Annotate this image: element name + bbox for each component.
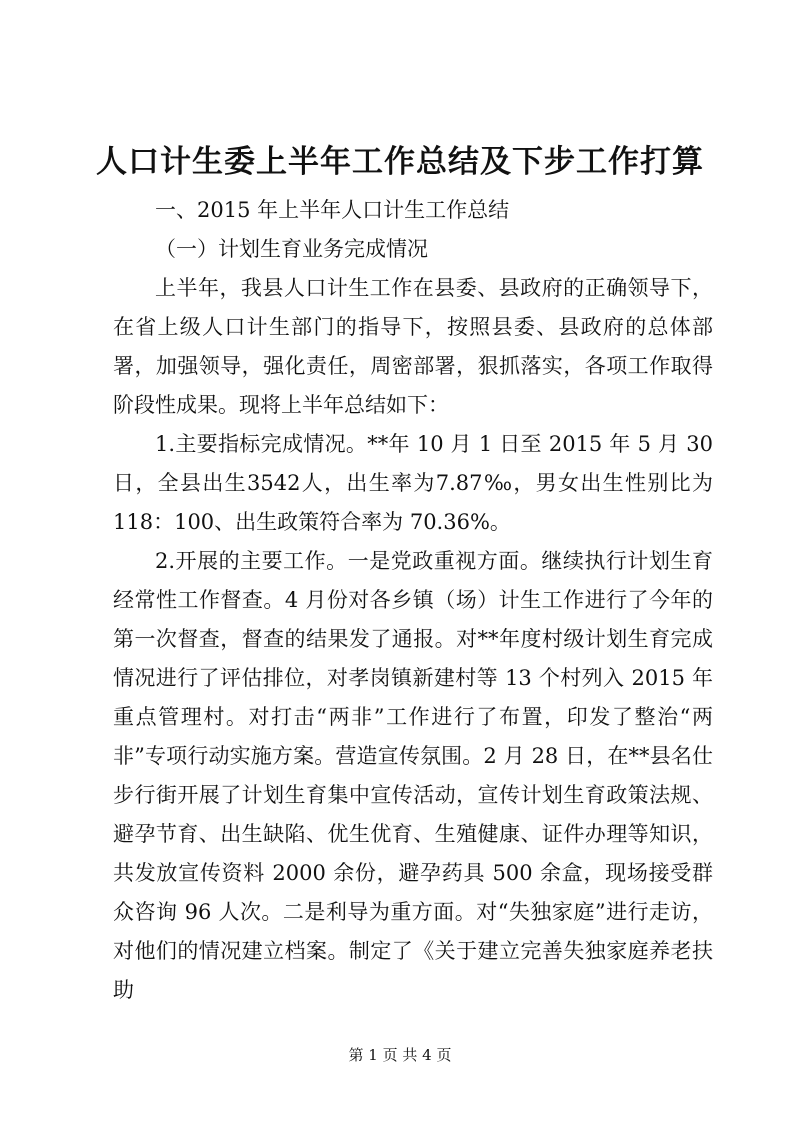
document-body — [113, 191, 713, 1010]
paragraph-key-indicators: 1.主要指标完成情况。**年 10 月 1 日至 2015 年 5 月 30 日，全县出生3542人，出生率为7.87‰，男女出生性别比为118：100、出生政策符合率为 70.36%。 — [113, 432, 713, 534]
document-title: 人口计生委上半年工作总结及下步工作打算 — [96, 144, 704, 180]
paragraph-intro: 上半年，我县人口计生工作在县委、县政府的正确领导下，在省上级人口计生部门的指导下，按照县委、县政府的总体部署，加强领导，强化责任，周密部署，狠抓落实，各项工作取得阶段性成果。现将上半年总结如下： — [113, 276, 713, 417]
section-heading: 一、2015 年上半年人口计生工作总结 — [155, 198, 510, 222]
subsection-heading: （一）计划生育业务完成情况 — [155, 237, 428, 261]
paragraph-main-work: 2.开展的主要工作。一是党政重视方面。继续执行计划生育经常性工作督查。4 月份对各乡镇（场）计生工作进行了今年的第一次督查，督查的结果发了通报。对**年度村级计划生育完成情况进行了评估排位，对孝岗镇新建村等 13 个村列入 2015 年重点管理村。对打击“两非”工作进行了布置，印发了整治“两非”专项行动实施方案。营造宣传氛围。2 月 28 日，在**县名仕步行街开展了计划生育集中宣传活动，宣传计划生育政策法规、避孕节育、出生缺陷、优生优育、生殖健康、证件办理等知识，共发放宣传资料 2000 余份，避孕药具 500 余盒，现场接受群众咨询 96 人次。二是利导为重方面。对“失独家庭”进行走访，对他们的情况建立档案。制定了《关于建立完善失独家庭养老扶助 — [113, 549, 713, 1002]
page-footer: 第 1 页 共 4 页 — [348, 1046, 452, 1064]
